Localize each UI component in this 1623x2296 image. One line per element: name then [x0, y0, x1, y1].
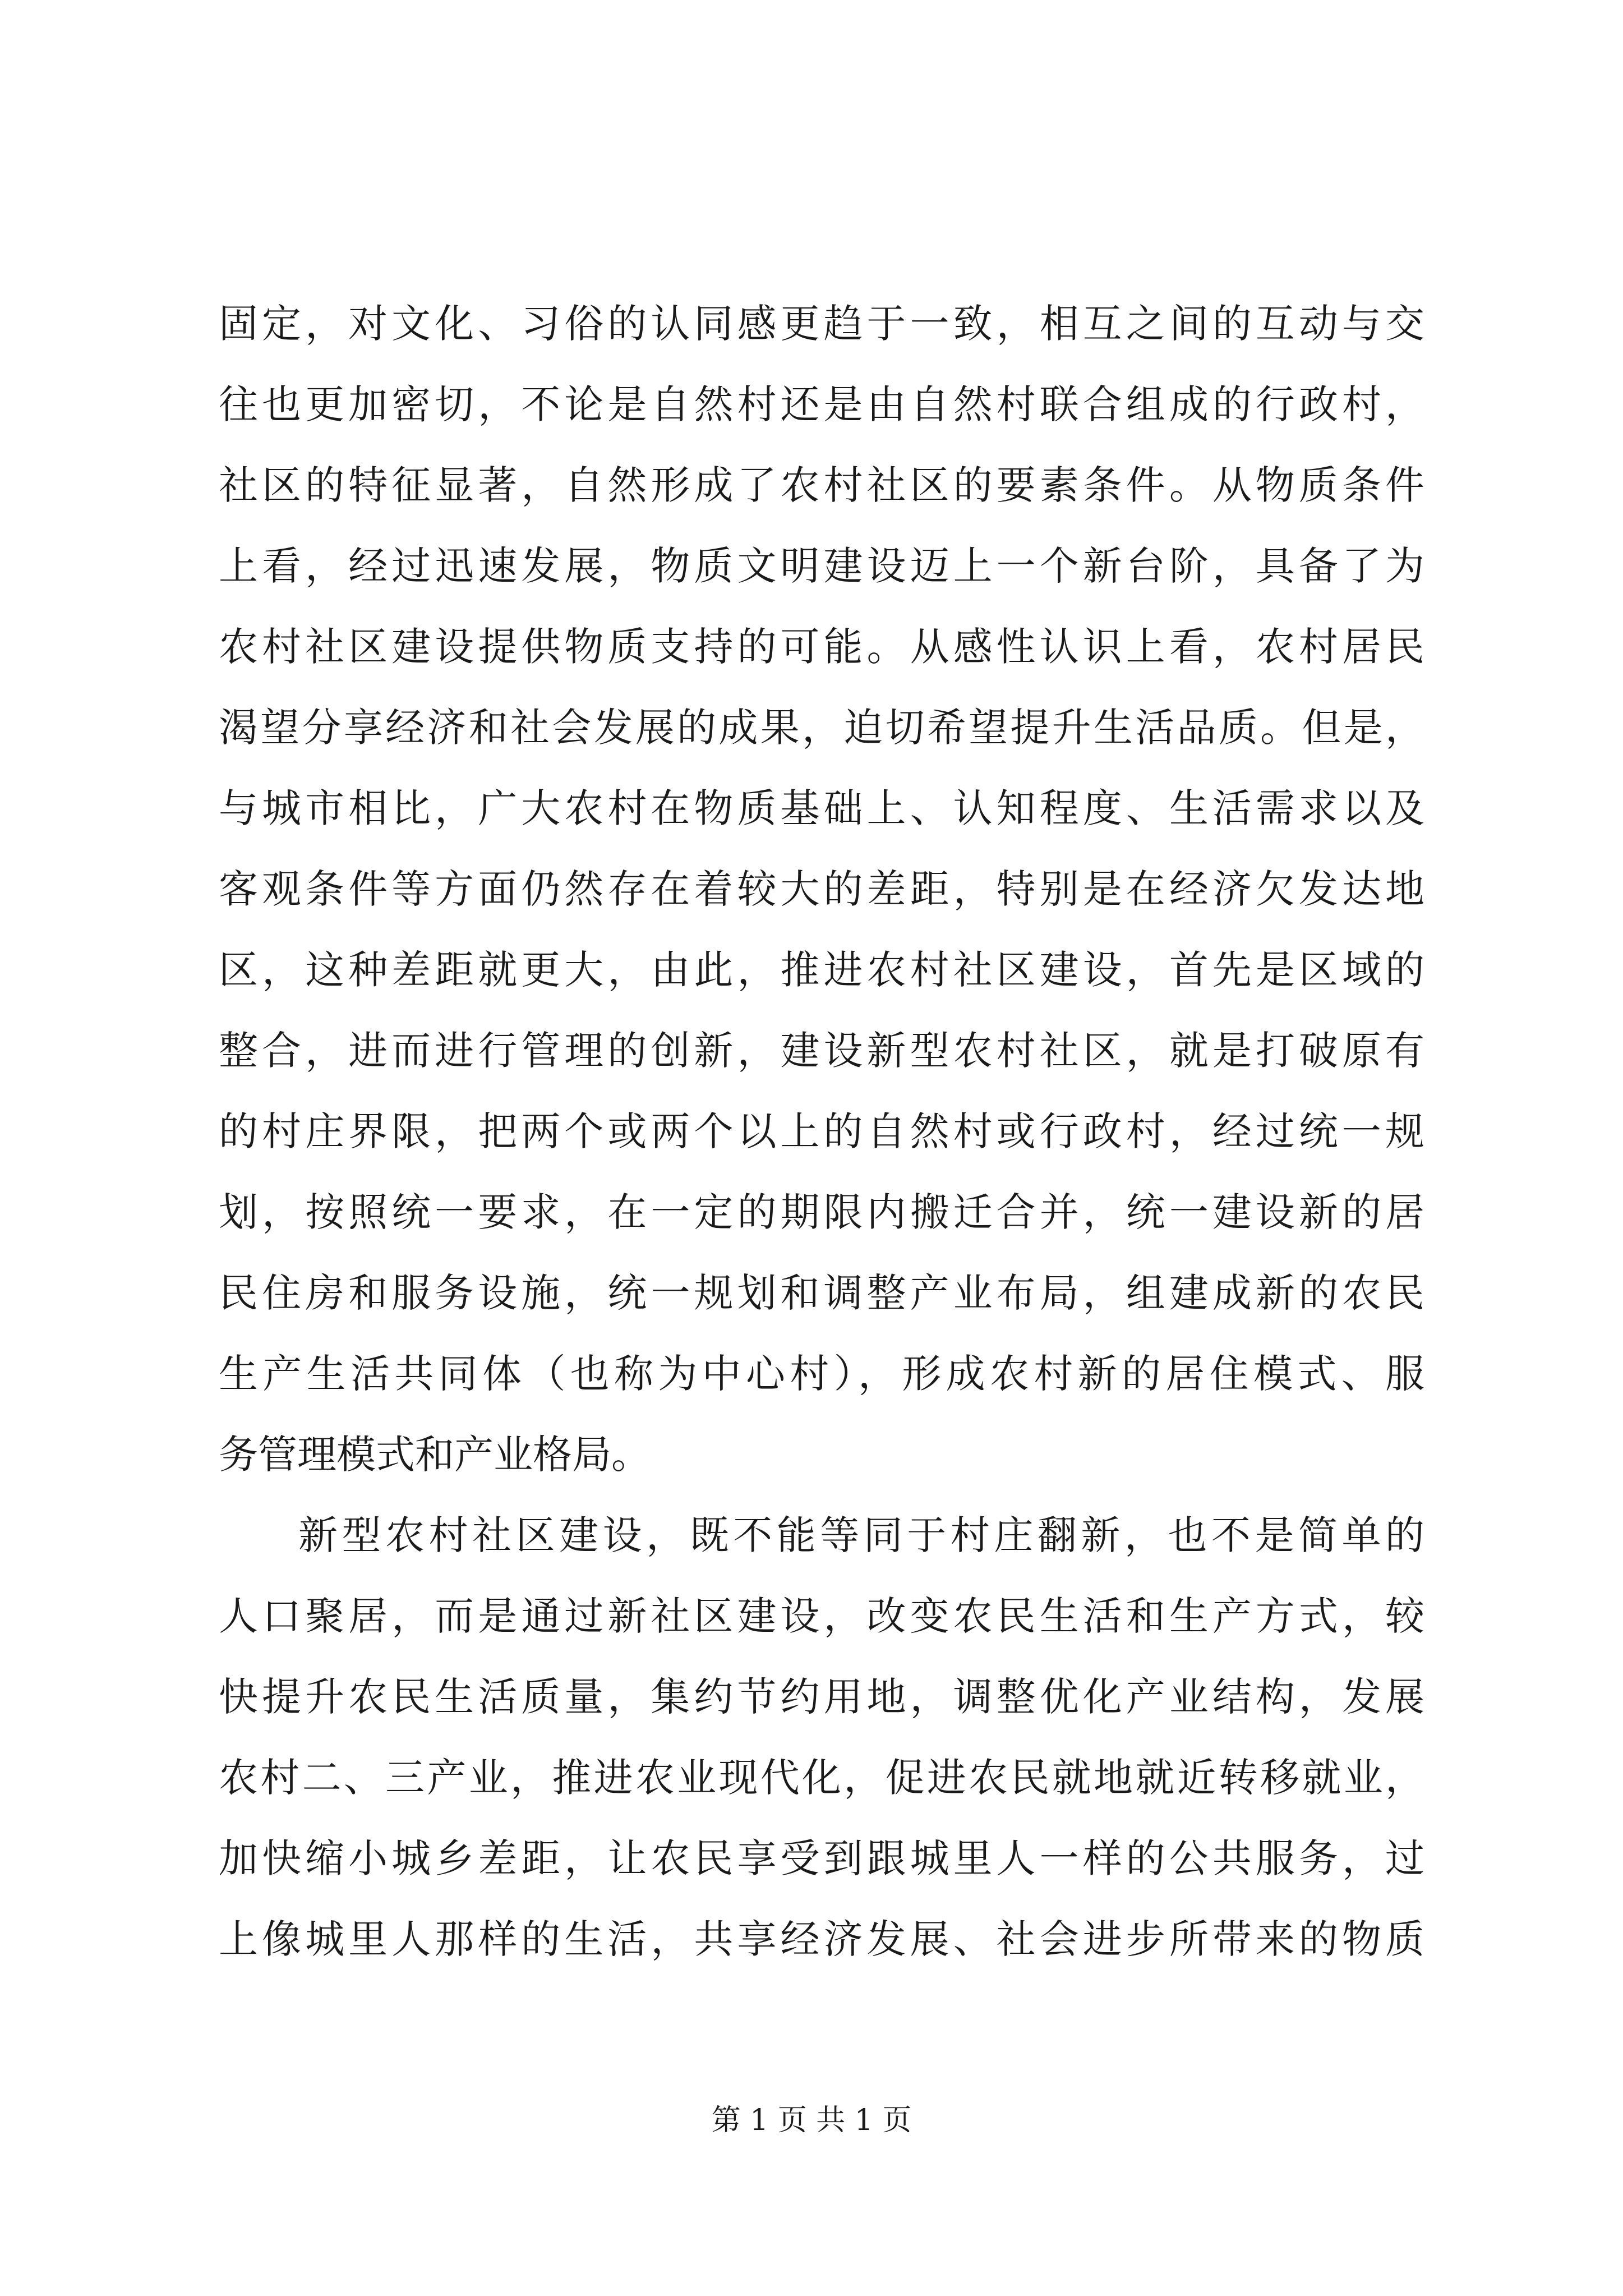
text-line: 划，按照统一要求，在一定的期限内搬迁合并，统一建设新的居	[219, 1189, 1424, 1235]
text-line: 生产生活共同体（也称为中心村），形成农村新的居住模式、服	[219, 1351, 1424, 1397]
text-line: 快提升农民生活质量，集约节约用地，调整优化产业结构，发展	[219, 1674, 1424, 1720]
text-line: 上像城里人那样的生活，共享经济发展、社会进步所带来的物质	[219, 1916, 1424, 1962]
text-line: 往也更加密切，不论是自然村还是由自然村联合组成的行政村，	[219, 381, 1424, 427]
body-text	[219, 283, 1424, 1980]
paragraph-2	[219, 1495, 1424, 1980]
text-line: 民住房和服务设施，统一规划和调整产业布局，组建成新的农民	[219, 1270, 1424, 1316]
text-line: 人口聚居，而是通过新社区建设，改变农民生活和生产方式，较	[219, 1593, 1424, 1639]
text-line: 区，这种差距就更大，由此，推进农村社区建设，首先是区域的	[219, 947, 1424, 993]
paragraph-1	[219, 283, 1424, 1495]
text-line: 上看，经过迅速发展，物质文明建设迈上一个新台阶，具备了为	[219, 543, 1424, 589]
text-line: 农村二、三产业，推进农业现代化，促进农民就地就近转移就业，	[219, 1755, 1424, 1801]
text-line: 的村庄界限，把两个或两个以上的自然村或行政村，经过统一规	[219, 1108, 1424, 1154]
text-line: 新型农村社区建设，既不能等同于村庄翻新，也不是简单的	[298, 1512, 1424, 1558]
text-line: 农村社区建设提供物质支持的可能。从感性认识上看，农村居民	[219, 624, 1424, 670]
text-line: 加快缩小城乡差距，让农民享受到跟城里人一样的公共服务，过	[219, 1835, 1424, 1881]
text-line: 与城市相比，广大农村在物质基础上、认知程度、生活需求以及	[219, 785, 1424, 831]
page-number-footer: 第 1 页 共 1 页	[711, 2104, 912, 2137]
text-line: 客观条件等方面仍然存在着较大的差距，特别是在经济欠发达地	[219, 866, 1424, 912]
text-line: 社区的特征显著，自然形成了农村社区的要素条件。从物质条件	[219, 462, 1424, 508]
text-line: 渴望分享经济和社会发展的成果，迫切希望提升生活品质。但是，	[219, 705, 1424, 751]
text-line: 务管理模式和产业格局。	[219, 1432, 651, 1478]
text-line: 固定，对文化、习俗的认同感更趋于一致，相互之间的互动与交	[219, 301, 1424, 347]
text-line: 整合，进而进行管理的创新，建设新型农村社区，就是打破原有	[219, 1028, 1424, 1074]
